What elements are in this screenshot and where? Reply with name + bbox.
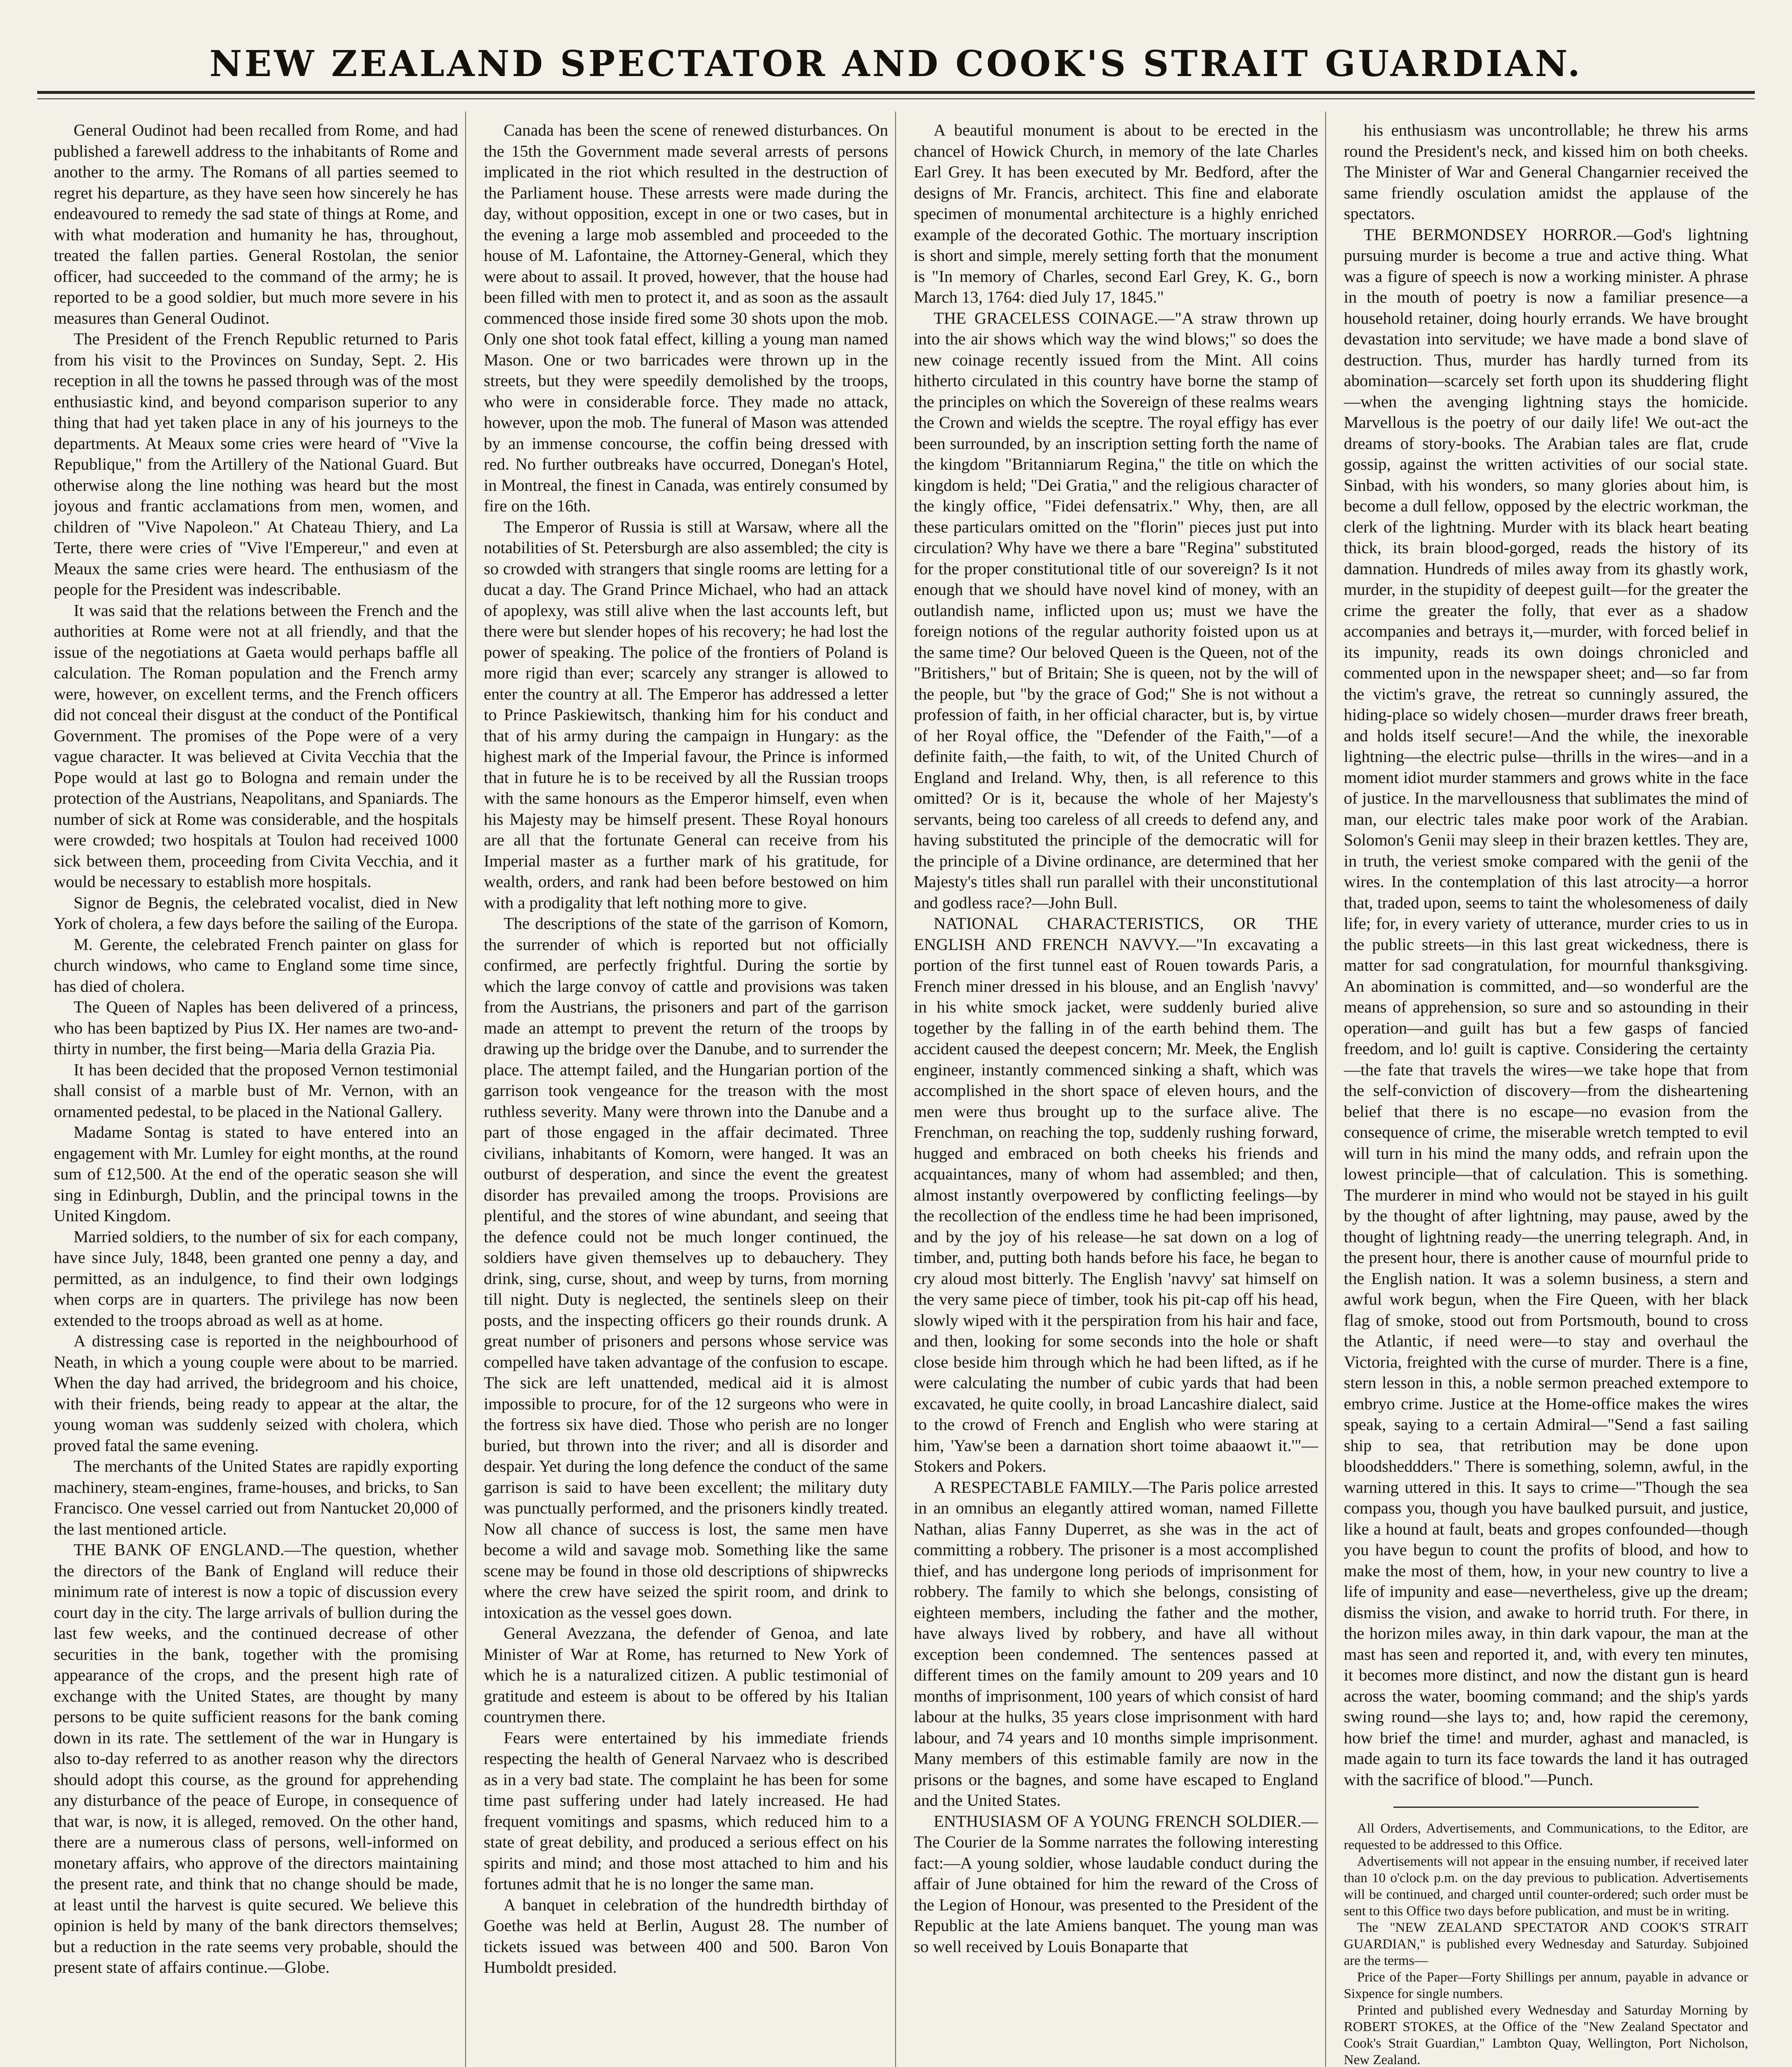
column-4: [1344, 120, 1748, 2067]
article-paragraph: THE GRACELESS COINAGE.—"A straw thrown up into the air shows which way the wind blows;" so does the new coinage recently issued from the Mint. All coins hitherto circulated in this country have borne the stamp of the principles on which the Sovereign of these realms wears the Crown and wields the sceptre. The royal effigy has ever been surrounded, by an inscription setting forth the name of the kingdom "Britanniarum Regina," the title on which the kingdom is held; "Dei Gratia," and the religious character of the kingly office, "Fidei defensatrix." Why, then, are all these particulars omitted on the "florin" pieces just put into circulation? Why have we there a bare "Regina" substituted for the proper constitutional title of our sovereign? Is it not enough that we should have novel kind of money, with an outlandish name, inflicted upon us; must we have the foreign notions of the regular authority foisted upon us at the same time? Our beloved Queen is the Queen, not of the "Britishers," but of Britain; She is queen, not by the will of the people, but "by the grace of God;" She is not without a profession of faith, in her official character, but is, by virtue of her Royal office, the "Defender of the Faith,"—of a definite faith,—the faith, to wit, of the United Church of England and Ireland. Why, then, is all reference to this omitted? Or is it, because the whole of her Majesty's servants, being too careless of all creeds to defend any, and having substituted the principle of the democratic will for the principle of a Divine ordinance, are determined that her Majesty's titles shall run parallel with their unconstitutional and godless race?—John Bull.: [914, 308, 1318, 912]
article-paragraph: Signor de Begnis, the celebrated vocalist, died in New York of cholera, a few days before the sailing of the Europa.: [54, 893, 458, 933]
article-paragraph: NATIONAL CHARACTERISTICS, OR THE ENGLISH AND FRENCH NAVVY.—"In excavating a portion of the first tunnel east of Rouen towards Paris, a French miner dressed in his blouse, and an English 'navvy' in his white smock jacket, were suddenly buried alive together by the falling in of the earth behind them. The accident caused the deepest concern; Mr. Meek, the English engineer, instantly commenced sinking a shaft, which was accomplished in the short space of eleven hours, and the men were thus brought up to the surface alive. The Frenchman, on reaching the top, suddenly rushing forward, hugged and embraced on both cheeks his friends and acquaintances, many of whom had assembled; and then, almost instantly overpowered by conflicting feelings—by the recollection of the endless time he had been imprisoned, and by the joy of his release—he sat down on a log of timber, and, putting both hands before his face, he began to cry aloud most bitterly. The English 'navvy' sat himself on the very same piece of timber, took his pit-cap off his head, slowly wiped with it the perspiration from his hair and face, and then, looking for some seconds into the hole or shaft close beside him through which he had been lifted, as if he were calculating the number of cubic yards that had been excavated, he quite coolly, in broad Lancashire dialect, said to the crowd of French and English who were staring at him, 'Yaw'se been a darnation short toime abaaowt it.'"—Stokers and Pokers.: [914, 914, 1318, 1475]
article-paragraph: General Avezzana, the defender of Genoa, and late Minister of War at Rome, has returned to New York of which he is a naturalized citizen. A public testimonial of gratitude and esteem is about to be offered by his Italian countrymen there.: [484, 1624, 888, 1726]
column-3: [914, 120, 1318, 2067]
article-columns: [54, 120, 1748, 2067]
notice-line: The "NEW ZEALAND SPECTATOR AND COOK'S STRAIT GUARDIAN," is published every Wednesday and Saturday. Subjoined are the terms—: [1344, 1920, 1748, 1968]
article-paragraph: A banquet in celebration of the hundredth birthday of Goethe was held at Berlin, August 28. The number of tickets issued was between 400 and 500. Baron Von Humboldt presided.: [484, 1895, 888, 1976]
article-paragraph: M. Gerente, the celebrated French painter on glass for church windows, who came to England some time since, has died of cholera.: [54, 935, 458, 995]
article-paragraph: his enthusiasm was uncontrollable; he threw his arms round the President's neck, and kissed him on both cheeks. The Minister of War and General Changarnier received the same friendly osculation amidst the applause of the spectators.: [1344, 121, 1748, 223]
notice-line: All Orders, Advertisements, and Communications, to the Editor, are requested to be addressed to this Office.: [1344, 1821, 1748, 1852]
article-paragraph: It was said that the relations between the French and the authorities at Rome were not at all friendly, and that the issue of the negotiations at Gaeta would perhaps baffle all calculation. The Roman population and the French army were, however, on excellent terms, and the French officers did not conceal their disgust at the conduct of the Pontifical Government. The promises of the Pope were of a very vague character. It was believed at Civita Vecchia that the Pope would at last go to Bologna and remain under the protection of the Austrians, Neapolitans, and Spaniards. The number of sick at Rome was considerable, and the hospitals were crowded; two hospitals at Toulon had received 1000 sick between them, proceeding from Civita Vecchia, and it would be necessary to establish more hospitals.: [54, 601, 458, 891]
masthead-title: NEW ZEALAND SPECTATOR AND COOK'S STRAIT GUARDIAN.: [209, 43, 1583, 85]
article-paragraph: Married soldiers, to the number of six for each company, have since July, 1848, been granted one penny a day, and permitted, as an indulgence, to find their own lodgings when corps are in quarters. The privilege has now been extended to the troops abroad as well as at home.: [54, 1227, 458, 1329]
article-paragraph: THE BERMONDSEY HORROR.—God's lightning pursuing murder is become a true and active thing. What was a figure of speech is now a working minister. A phrase in the mouth of poetry is now a familiar presence—a household retainer, doing hourly errands. We have brought devastation into servitude; we have made a bond slave of destruction. Thus, murder has hardly turned from its abomination—scarcely set forth upon its shuddering flight—when the avenging lightning stays the homicide. Marvellous is the poetry of our daily life! We out-act the dreams of story-books. The Arabian tales are flat, crude gossip, against the written activities of our social state. Sinbad, with his wonders, so many glories about him, is become a dull fellow, opposed by the electric workman, the clerk of the lightning. Murder with its black heart beating thick, its brain blood-gorged, reads the history of its damnation. Hundreds of miles away from its ghastly work, murder, in the stupidity of deepest guilt—for the greater the crime the greater the folly, that ever as a shadow accompanies and betrays it,—murder, with forced belief in its impunity, reads its own doings chronicled and commented upon in the newspaper sheet; and—so far from the victim's grave, the retreat so cunningly assured, the hiding-place so widely chosen—murder draws freer breath, and holds itself secure!—And the while, the inexorable lightning—the electric pulse—thrills in the wires—and in a moment idiot murder stammers and grows white in the face of justice. In the marvellousness that sublimates the mind of man, our electric tales make poor work of the Arabian. Solomon's Genii may sleep in their brazen kettles. They are, in truth, the veriest smoke compared with the genii of the wires. In the contemplation of this last atrocity—a horror that, traded upon, seems to taint the wholesomeness of daily life; for, in every variety of utterance, murder cries to us in the public streets—in this last great wickedness, there is matter for sad congratulation, for mournful thanksgiving. An abomination is committed, and—so wonderful are the means of apprehension, so sure and so astounding in their operation—and guilt has but a few gasps of fancied freedom, and lo! guilt is captive. Considering the certainty—the fate that travels the wires—we take hope that from the self-conviction of discovery—from the disheartening belief that there is no escape—no evasion from the consequence of crime, the miserable wretch tempted to evil will turn in his mind the many odds, and refrain upon the lowest principle—that of calculation. This is something. The murderer in mind who would not be stayed in his guilt by the thought of after lightning, may pause, awed by the thought of lightning ready—the unerring telegraph. And, in the present hour, there is another cause of mournful pride to the English nation. It was a solemn business, a stern and awful work begun, when the Fire Queen, with her black flag of smoke, stood out from Portsmouth, bound to cross the Atlantic, if need were—to stay and overhaul the Victoria, freighted with the curse of murder. There is a fine, stern lesson in this, a noble sermon preached extempore to embryo crime. Justice at the Home-office makes the wires speak, saying to a certain Admiral—"Send a fast sailing ship to sea, that retribution may be done upon bloodsheddders." There is something, solemn, awful, in the warning uttered in this. It says to crime—"Though the sea compass you, though you have baulked pursuit, and justice, like a hound at fault, beats and gropes confounded—though you have begun to count the profits of blood, and how to make the most of them, how, in your new country to live a life of impunity and ease—nevertheless, give up the dream; dismiss the vision, and awake to horrid truth. For there, in the horizon miles away, in thin dark vapour, the man at the mast has seen and reported it, and, with every ten minutes, it becomes more distinct, and now the distant gun is heard across the water, booming command; and the ship's yards swing round—she lays to; and, how rapid the ceremony, how brief the time! and murder, aghast and manacled, is made again to turn its face towards the land it has outraged with the sacrifice of blood."—Punch.: [1344, 225, 1748, 1789]
article-paragraph: Madame Sontag is stated to have entered into an engagement with Mr. Lumley for eight months, at the round sum of £12,500. At the end of the operatic season she will sing in Edinburgh, Dublin, and the principal towns in the United Kingdom.: [54, 1123, 458, 1225]
notice-line: Printed and published every Wednesday and Saturday Morning by ROBERT STOKES, at the Office of the "New Zealand Spectator and Cook's Strait Guardian," Lambton Quay, Wellington, Port Nicholson, New Zealand.: [1344, 2003, 1748, 2067]
notice-divider: [1393, 1807, 1699, 1808]
article-paragraph: A distressing case is reported in the neighbourhood of Neath, in which a young couple were about to be married. When the day had arrived, the bridegroom and his choice, with their friends, being ready to appear at the altar, the young woman was suddenly seized with cholera, which proved fatal the same evening.: [54, 1332, 458, 1455]
masthead-rule-thick: [37, 91, 1755, 94]
masthead-rule-thin: [37, 98, 1755, 99]
article-paragraph: The merchants of the United States are rapidly exporting machinery, steam-engines, frame-houses, and bricks, to San Francisco. One vessel carried out from Nantucket 20,000 of the last mentioned article.: [54, 1457, 458, 1538]
article-paragraph: The Queen of Naples has been delivered of a princess, who has been baptized by Pius IX. Her names are two-and-thirty in number, the first being—Maria della Grazia Pia.: [54, 998, 458, 1058]
article-paragraph: A RESPECTABLE FAMILY.—The Paris police arrested in an omnibus an elegantly attired woman, named Fillette Nathan, alias Fanny Duperret, as she was in the act of committing a robbery. The prisoner is a most accomplished thief, and has undergone long periods of imprisonment for robbery. The family to which she belongs, consisting of eighteen members, including the father and the mother, have always lived by robbery, and have all without exception been condemned. The sentences passed at different times on the family amount to 209 years and 10 months of imprisonment, 100 years of which consist of hard labour at the hulks, 35 years close imprisonment with hard labour, and 74 years and 10 months simple imprisonment. Many members of this estimable family are now in the prisons or the bagnes, and some have escaped to England and the United States.: [914, 1477, 1318, 1809]
column-2: [484, 120, 888, 2067]
article-paragraph: The Emperor of Russia is still at Warsaw, where all the notabilities of St. Petersburgh are also assembled; the city is so crowded with strangers that single rooms are letting for a ducat a day. The Grand Prince Michael, who had an attack of apoplexy, was still alive when the last accounts left, but there were but slender hopes of his recovery; he had lost the power of speaking. The police of the frontiers of Poland is more rigid than ever; scarcely any stranger is allowed to enter the country at all. The Emperor has addressed a letter to Prince Paskiewitsch, thanking him for his conduct and that of his army during the campaign in Hungary: as the highest mark of the Imperial favour, the Prince is informed that in future he is to be received by all the Russian troops with the same honours as the Emperor himself, even when his Majesty may be himself present. These Royal honours are all that the fortunate General can receive from his Imperial master as a further mark of his gratitude, for wealth, orders, and rank had been before bestowed on him with a prodigality that left nothing more to give.: [484, 517, 888, 912]
article-paragraph: General Oudinot had been recalled from Rome, and had published a farewell address to the inhabitants of Rome and another to the army. The Romans of all parties seemed to regret his departure, as they have seen how sincerely he has endeavoured to remedy the sad state of things at Rome, and with what moderation and humanity he has, throughout, treated the fallen parties. General Rostolan, the senior officer, had succeeded to the command of the army; he is reported to be a good soldier, but much more severe in his measures than General Oudinot.: [54, 121, 458, 327]
publisher-notice: [1344, 1820, 1748, 2067]
notice-line: Price of the Paper—Forty Shillings per annum, payable in advance or Sixpence for single numbers.: [1344, 1970, 1748, 2001]
article-paragraph: Canada has been the scene of renewed disturbances. On the 15th the Government made several arrests of persons implicated in the riot which resulted in the destruction of the Parliament house. These arrests were made during the day, without opposition, except in one or two cases, but in the evening a large mob assembled and proceeded to the house of M. Lafontaine, the Attorney-General, which they were about to assail. It proved, however, that the house had been filled with men to protect it, and as soon as the assault commenced those inside fired some 30 shots upon the mob. Only one shot took fatal effect, killing a young man named Mason. One or two barricades were thrown up in the streets, but they were speedily demolished by the troops, who were in considerable force. They made no attack, however, upon the mob. The funeral of Mason was attended by an immense concourse, the coffin being dressed with red. No further outbreaks have occurred, Donegan's Hotel, in Montreal, the finest in Canada, was entirely consumed by fire on the 16th.: [484, 121, 888, 515]
article-paragraph: A beautiful monument is about to be erected in the chancel of Howick Church, in memory of the late Charles Earl Grey. It has been executed by Mr. Bedford, after the designs of Mr. Francis, architect. This fine and elaborate specimen of monumental architecture is a highly enriched example of the decorated Gothic. The mortuary inscription is short and simple, merely setting forth that the monument is "In memory of Charles, second Earl Grey, K. G., born March 13, 1764: died July 17, 1845.": [914, 121, 1318, 306]
article-paragraph: THE BANK OF ENGLAND.—The question, whether the directors of the Bank of England will reduce their minimum rate of interest is now a topic of discussion every court day in the city. The large arrivals of bullion during the last few weeks, and the continued decrease of other securities in the bank, together with the promising appearance of the crops, and the present high rate of exchange with the United States, are thought by many persons to be quite sufficient reasons for the bank coming down in its rate. The settlement of the war in Hungary is also to-day referred to as another reason why the directors should adopt this course, as the ground for apprehending any disturbance of the peace of Europe, in consequence of that war, is now, it is alleged, removed. On the other hand, there are a numerous class of persons, well-informed on monetary affairs, who approve of the directors maintaining the present rate, and think that no change should be made, at least until the harvest is quite secured. We believe this opinion is held by many of the bank directors themselves; but a reduction in the rate seems very probable, should the present state of affairs continue.—Globe.: [54, 1540, 458, 1976]
article-paragraph: ENTHUSIASM OF A YOUNG FRENCH SOLDIER.—The Courier de la Somme narrates the following interesting fact:—A young soldier, whose laudable conduct during the affair of June obtained for him the reward of the Cross of the Legion of Honour, was presented to the President of the Republic at the late Amiens banquet. The young man was so well received by Louis Bonaparte that: [914, 1812, 1318, 1956]
column-1: [54, 120, 458, 2067]
notice-line: Advertisements will not appear in the ensuing number, if received later than 10 o'clock p.m. on the day previous to publication. Advertisements will be continued, and charged until counter-ordered; such order must be sent to this Office two days before publication, and must be in writing.: [1344, 1854, 1748, 1919]
article-paragraph: It has been decided that the proposed Vernon testimonial shall consist of a marble bust of Mr. Vernon, with an ornamented pedestal, to be placed in the National Gallery.: [54, 1060, 458, 1121]
article-paragraph: The President of the French Republic returned to Paris from his visit to the Provinces on Sunday, Sept. 2. His reception in all the towns he passed through was of the most enthusiastic kind, and beyond comparison superior to any thing that had yet taken place in any of his journeys to the departments. At Meaux some cries were heard of "Vive la Republique," from the Artillery of the National Guard. But otherwise along the line nothing was heard but the most joyous and frantic acclamations from men, women, and children of "Vive Napoleon." At Chateau Thiery, and La Terte, there were cries of "Vive l'Empereur," and even at Meaux the same cries were heard. The enthusiasm of the people for the President was indescribable.: [54, 329, 458, 599]
article-paragraph: The descriptions of the state of the garrison of Komorn, the surrender of which is reported but not officially confirmed, are perfectly frightful. During the sortie by which the large convoy of cattle and provisions was taken from the Austrians, the prisoners and part of the garrison made an attempt to prevent the return of the troops by drawing up the bridge over the Danube, and to surrender the place. The attempt failed, and the Hungarian portion of the garrison took vengeance for the treason with the most ruthless severity. Many were thrown into the Danube and a part of those engaged in the affair decimated. Three civilians, inhabitants of Komorn, were hanged. It was an outburst of desperation, and since the event the greatest disorder has prevailed among the troops. Provisions are plentiful, and the stores of wine abundant, and seeing that the defence could not be much longer continued, the soldiers have given themselves up to debauchery. They drink, sing, curse, shout, and weep by turns, from morning till night. Duty is neglected, the sentinels sleep on their posts, and the inspecting officers go their rounds drunk. A great number of prisoners and persons whose service was compelled have taken advantage of the confusion to escape. The sick are left unattended, medical aid it is almost impossible to procure, for of the 12 surgeons who were in the fortress six have died. Those who perish are no longer buried, but thrown into the river; and all is disorder and despair. Yet during the long defence the conduct of the same garrison is said to have been excellent; the military duty was punctually performed, and the prisoners kindly treated. Now all chance of success is lost, the same men have become a wild and savage mob. Something like the same scene may be found in those old descriptions of shipwrecks where the crew have seized the spirit room, and drink to intoxication as the vessel goes down.: [484, 914, 888, 1622]
article-paragraph: Fears were entertained by his immediate friends respecting the health of General Narvaez who is described as in a very bad state. The complaint he has been for some time past suffering under had lately increased. He had frequent vomitings and spasms, which reduced him to a state of great debility, and produced a serious effect on his spirits and mind; and those most attached to him and his fortunes admit that he is no longer the same man.: [484, 1728, 888, 1893]
